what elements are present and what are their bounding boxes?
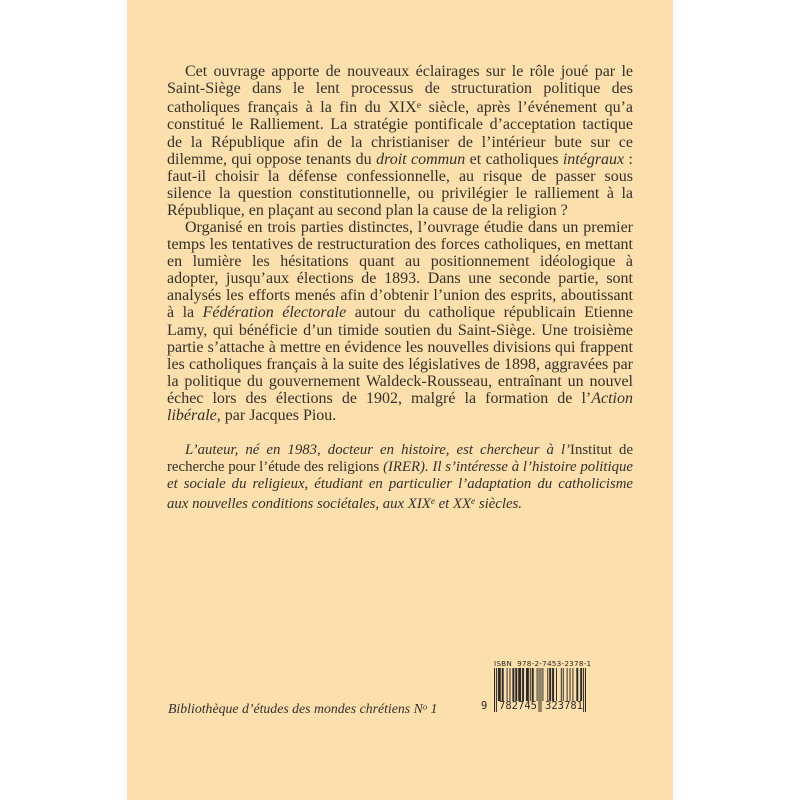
barcode-digits-left-group: 782745: [499, 700, 537, 712]
text-segment: et XX: [434, 495, 472, 512]
text-segment: Organisé en trois parties distinctes, l’ouvrage étudie dans un premier temps les tentatives de restructuration des forces catholiques, en mettant en lumière les hésitations quant au positionnement idéologique à adopter, jusqu’aux élections de 1893. Dans une seconde partie, sont analysés les efforts menés afin d’obtenir l’union des esprits, aboutissant à la: [167, 219, 633, 322]
text-segment: siècle, après l’événement qu’a constitué le Ralliement. La stratégie pontificale d’acceptation tactique de la République afin de la christianiser de l’intérieur bute sur ce dilemme, qui oppose tenants du: [167, 99, 633, 168]
synopsis-paragraph-1: [167, 63, 633, 219]
text-segment: , par Jacques Piou.: [216, 407, 337, 425]
text-segment: e: [430, 495, 435, 506]
collection-title: [168, 701, 437, 717]
text-segment: Institut de recherche pour l’étude des religions: [167, 442, 634, 476]
text-segment: o: [422, 701, 428, 712]
text-segment: Fédération électorale: [202, 304, 347, 322]
text-segment: autour du catholique républicain Etienne Lamy, qui bénéficie d’un timide soutien du Saint-Siège. Une troisième partie s’attache à mettre en évidence les nouvelles divisions qui frappent les catholiques français à la suite des législatives de 1898, aggravées par la politique du gouvernement Waldeck-Rousseau, entraînant un nouvel échec lors des élections de 1902, malgré la formation de l’: [167, 304, 634, 407]
barcode-digits-right-group: 323781: [545, 700, 583, 712]
text-segment: (IRER). Il s’intéresse à l’histoire politique et sociale du religieux, étudiant en particulier l’adaptation du catholicisme aux nouvelles conditions sociétales, aux XIX: [167, 459, 634, 512]
barcode-digit-prefix: 9: [481, 700, 488, 712]
text-segment: 1: [427, 701, 438, 716]
text-segment: siècles.: [475, 495, 522, 512]
author-bio: [167, 442, 633, 512]
text-segment: : faut-il choisir la défense confessionnelle, au risque de passer sous silence la question constitutionnelle, ou privilégier le ralliement à la République, en plaçant au second plan la cause de la religion ?: [167, 150, 633, 219]
barcode-bars-area: [481, 668, 586, 716]
text-segment: intégraux: [562, 150, 625, 168]
text-segment: Cet ouvrage apporte de nouveaux éclairages sur le rôle joué par le Saint-Siège dans le lent processus de structuration politique des catholiques français à la fin du XIX: [167, 63, 633, 117]
barcode-digits: [481, 700, 587, 713]
text-segment: e: [471, 495, 476, 506]
synopsis-paragraph-2: [167, 219, 633, 424]
text-segment: droit commun: [376, 150, 466, 168]
book-back-cover: [127, 0, 673, 800]
text-segment: L’auteur, né en 1983, docteur en histoire, est chercheur à l’: [185, 442, 571, 459]
isbn-number-label: ISBN 978-2-7453-2378-1: [494, 659, 592, 668]
text-segment: Action libérale: [167, 389, 633, 425]
text-segment: Bibliothèque d’études des mondes chrétiens N: [168, 701, 423, 716]
text-segment: e: [416, 100, 422, 112]
back-cover-text: [167, 63, 633, 513]
text-segment: et catholiques: [465, 150, 563, 168]
isbn-barcode: [481, 659, 593, 716]
